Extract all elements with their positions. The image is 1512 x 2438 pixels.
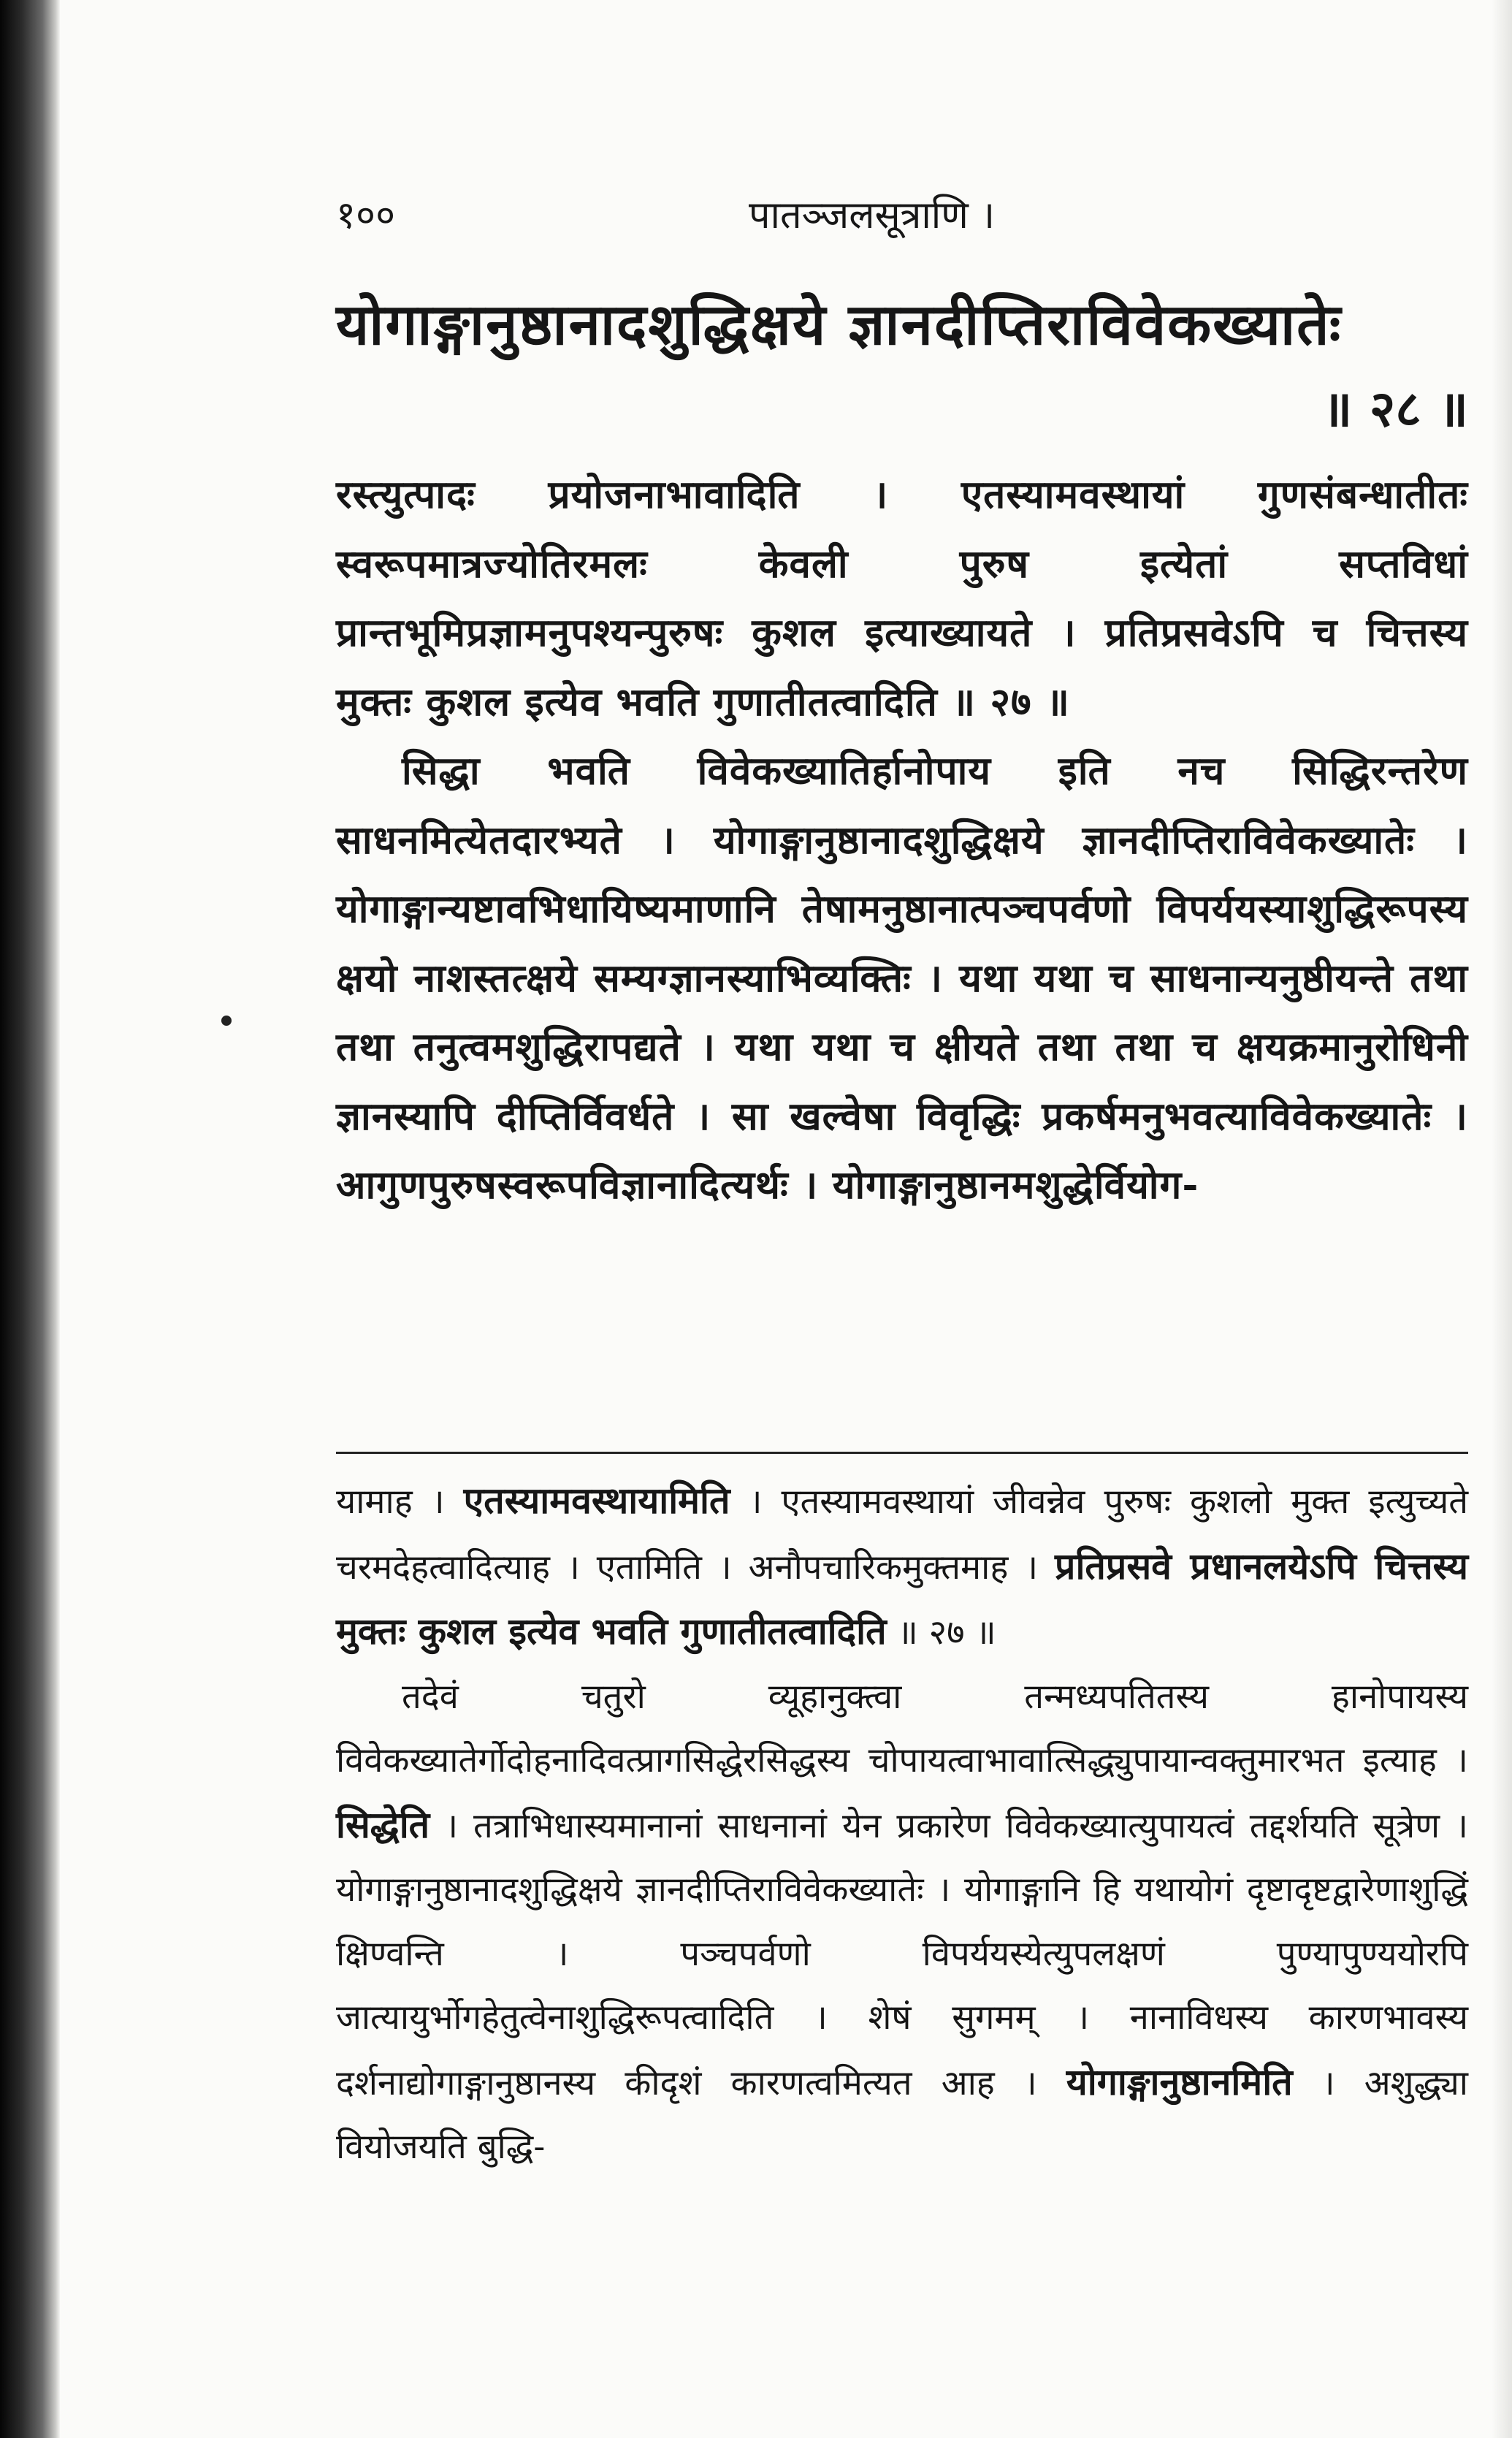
binding-gutter [0, 0, 60, 2438]
footnote-divider [336, 1452, 1468, 1454]
tika-subcommentary [336, 1468, 1468, 2179]
sutra-number: ॥ २८ ॥ [1322, 380, 1468, 438]
page-header [336, 186, 1468, 245]
subcommentary-text: ॥ २७ ॥ [897, 1612, 996, 1653]
commentary-paragraph: सिद्धा भवति विवेकख्यातिर्हानोपाय इति नच सिद्धिरन्तरेण साधनमित्येतदारभ्यते । योगाङ्गानुष्ठानादशुद्धिक्षये ज्ञानदीप्तिराविवेकख्यातेः । योगाङ्गान्यष्टावभिधायिष्यमाणानि तेषामनुष्ठानात्पञ्चपर्वणो विपर्ययस्याशुद्धिरूपस्य क्षयो नाशस्तत्क्षये सम्यग्ज्ञानस्याभिव्यक्तिः । यथा यथा च साधनान्यनुष्ठीयन्ते तथा तथा तनुत्वमशुद्धिरापद्यते । यथा यथा च क्षीयते तथा तथा च क्षयक्रमानुरोधिनी ज्ञानस्यापि दीप्तिर्विवर्धते । सा खल्वेषा विवृद्धिः प्रकर्षमनुभवत्याविवेकख्यातेः । आगुणपुरुषस्वरूपविज्ञानादित्यर्थः । योगाङ्गानुष्ठानमशुद्धेर्वियोग- [336, 748, 1468, 1208]
pratika-quote: एतस्यामवस्थायामिति [463, 1479, 730, 1522]
ink-speck [221, 1016, 232, 1026]
commentary-paragraph: रस्त्युत्पादः प्रयोजनाभावादिति । एतस्यामवस्थायां गुणसंबन्धातीतः स्वरूपमात्रज्योतिरमलः केवली पुरुष इत्येतां सप्तविधां प्रान्तभूमिप्रज्ञामनुपश्यन्पुरुषः कुशल इत्याख्यायते । प्रतिप्रसवेऽपि च चित्तस्य मुक्तः कुशल इत्येव भवति गुणातीतत्वादिति ॥ २७ ॥ [336, 472, 1468, 725]
subcommentary-text: । अशुद्ध्या वियोजयति बुद्धि- [336, 2062, 1468, 2167]
pratika-quote: सिद्धेति [336, 1802, 430, 1846]
subcommentary-text: यामाह । [336, 1482, 445, 1522]
subcommentary-paragraph [336, 1468, 1468, 1665]
subcommentary-paragraph [336, 1665, 1468, 2179]
running-title: पातञ्जलसूत्राणि । [749, 194, 996, 237]
bhashya-commentary [336, 460, 1468, 1220]
sutra-text: योगाङ्गानुष्ठानादशुद्धिक्षये ज्ञानदीप्तिराविवेकख्यातेः [336, 292, 1343, 358]
pratika-quote: योगाङ्गानुष्ठानमिति [1066, 2060, 1293, 2103]
subcommentary-text: । तत्राभिधास्यमानानां साधनानां येन प्रकारेण विवेकख्यात्युपायत्वं तद्दर्शयति सूत्रेण । योगाङ्गानुष्ठानादशुद्धिक्षये ज्ञानदीप्तिराविवेकख्यातेः । योगाङ्गानि हि यथायोगं दृष्टादृष्टद्वारेणाशुद्धिं क्षिण्वन्ति । पञ्चपर्वणो विपर्ययस्येत्युपलक्षणं पुण्यापुण्ययोरपि जात्यायुर्भोगहेतुत्वेनाशुद्धिरूपत्वादिति । शेषं सुगमम् । नानाविधस्य कारणभावस्य दर्शनाद्योगाङ्गानुष्ठानस्य कीदृशं कारणत्वमित्यत आह । [336, 1805, 1468, 2103]
subcommentary-text: तदेवं चतुरो व्यूहानुक्त्वा तन्मध्यपतितस्य हानोपायस्य विवेकख्यातेर्गोदोहनादिवत्प्रागसिद्धेरसिद्धस्य चोपायत्वाभावात्सिद्ध्युपायान्वक्तुमारभत इत्याह । [336, 1676, 1468, 1780]
pratika-quote: प्रतिप्रसवे प्रधानलयेऽपि चित्तस्य मुक्तः कुशल इत्येव भवति गुणातीतत्वादिति [336, 1544, 1468, 1653]
page-edge [1492, 0, 1512, 2438]
page-number: १०० [336, 194, 396, 237]
subcommentary-text: । एतस्यामवस्थायां जीवन्नेव पुरुषः कुशलो मुक्त इत्युच्यते चरमदेहत्वादित्याह । एतामिति । अनौपचारिकमुक्तमाह । [336, 1482, 1468, 1588]
